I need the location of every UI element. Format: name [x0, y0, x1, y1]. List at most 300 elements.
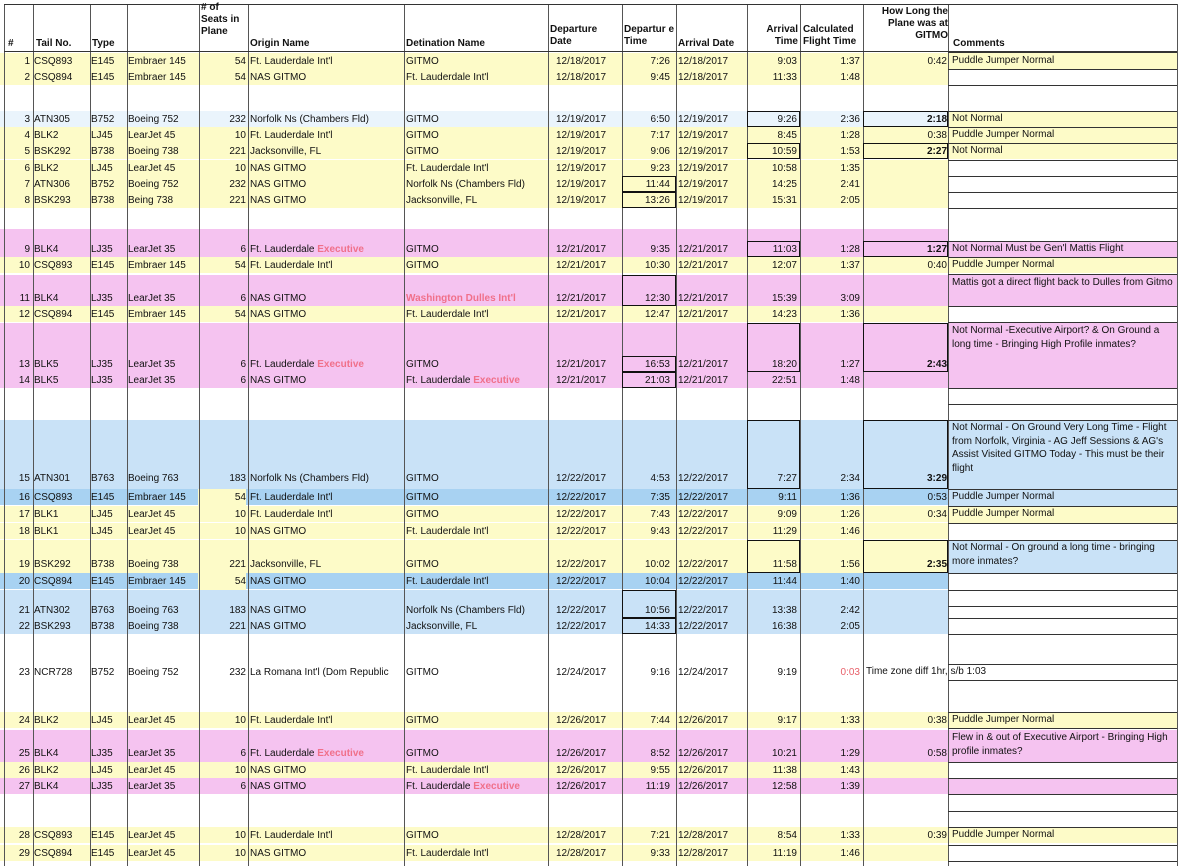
cell-arr-date: 12/26/2017: [678, 781, 729, 792]
cell-dep-time: 16:53: [644, 359, 670, 370]
cell-num: 4: [24, 130, 30, 141]
cell-arr-date: 12/21/2017: [678, 309, 729, 320]
origin-name: NAS GITMO: [250, 293, 307, 304]
cell-tail: BLK2: [34, 163, 59, 174]
cell-tail: BLK5: [34, 375, 59, 386]
origin-name: Ft. Lauderdale Int'l: [250, 260, 333, 271]
cell-origin: [250, 55, 405, 68]
cell-arr-time: 18:20: [771, 359, 797, 370]
cell-flight: 1:43: [840, 765, 860, 776]
header-origin: Origin Name: [250, 38, 310, 49]
cell-dest: [406, 780, 550, 793]
cell-model: Embraer 145: [128, 309, 186, 320]
comment-row-line: [948, 794, 1177, 795]
cell-dep-time: 4:53: [650, 473, 670, 484]
cell-dep-date: 12/26/2017: [556, 715, 607, 726]
cell-seats: 232: [229, 114, 246, 125]
cell-type: E145: [91, 56, 115, 67]
cell-dep-time: 14:33: [644, 621, 670, 632]
comment-text: Mattis got a direct flight back to Dulles from Gitmo: [952, 277, 1173, 288]
cell-dep-time: 10:04: [644, 576, 670, 587]
cell-gitmo: 0:40: [927, 260, 947, 271]
origin-name: Ft. Lauderdale: [250, 244, 318, 255]
cell-dep-time: 21:03: [644, 375, 670, 386]
cell-dep-time: 11:19: [645, 781, 670, 792]
cell-gitmo: 2:27: [926, 146, 947, 157]
comment-text: Time zone diff 1hr, s/b 1:03: [866, 666, 987, 677]
cell-dep-date: 12/22/2017: [556, 526, 607, 537]
cell-origin: [250, 292, 405, 305]
cell-origin: [250, 491, 405, 504]
cell-type: LJ35: [91, 244, 113, 255]
header-flight-time: Calculated Flight Time: [803, 24, 857, 47]
cell-gitmo: 0:34: [927, 509, 947, 520]
header-departure-date: Departure Date: [550, 24, 598, 47]
table-row: [0, 762, 1187, 778]
cell-seats: 6: [240, 359, 246, 370]
cell-dep-time: 9:23: [650, 163, 670, 174]
comment-text: Puddle Jumper Normal: [952, 129, 1055, 140]
cell-seats: 183: [229, 473, 246, 484]
cell-origin: [250, 525, 405, 538]
cell-dep-time: 7:44: [650, 715, 670, 726]
cell-model: LearJet 35: [128, 375, 176, 386]
cell-type: LJ45: [91, 130, 113, 141]
cell-arr-time: 22:51: [771, 375, 797, 386]
cell-dep-date: 12/21/2017: [556, 359, 607, 370]
cell-flight: 1:26: [840, 509, 860, 520]
cell-flight: 1:33: [840, 715, 860, 726]
cell-dep-time: 10:02: [644, 559, 670, 570]
table-row: [0, 845, 1187, 861]
cell-model: LearJet 45: [128, 765, 176, 776]
origin-name: NAS GITMO: [250, 765, 307, 776]
cell-arr-time: 11:38: [772, 765, 797, 776]
header-border: [4, 51, 1177, 52]
dest-name: Ft. Lauderdale: [406, 781, 474, 792]
cell-dep-time: 7:35: [650, 492, 670, 503]
cell-seats: 221: [229, 621, 246, 632]
cell-origin: [250, 113, 405, 126]
origin-name: NAS GITMO: [250, 72, 307, 83]
dest-name: Ft. Lauderdale Int'l: [406, 848, 489, 859]
cell-flight: 0:03: [840, 667, 860, 678]
cell-model: LearJet 45: [128, 130, 176, 141]
cell-num: 26: [18, 765, 30, 776]
cell-flight: 3:09: [840, 293, 860, 304]
comment-row-line: [948, 590, 1177, 591]
cell-dep-date: 12/18/2017: [556, 72, 607, 83]
cell-arr-date: 12/19/2017: [678, 163, 729, 174]
cell-dest: [406, 308, 550, 321]
header-seats: # of Seats in Plane: [201, 2, 240, 37]
comment-row-line: [948, 861, 1177, 862]
cell-dest: [406, 162, 550, 175]
cell-dest: [406, 71, 550, 84]
cell-dest: [406, 491, 550, 504]
cell-dep-time: 7:43: [650, 509, 670, 520]
cell-arr-date: 12/24/2017: [678, 667, 729, 678]
cell-tail: BLK2: [34, 715, 59, 726]
table-row: [0, 176, 1187, 192]
executive-airport-label: Executive: [317, 359, 364, 370]
comment-text: Not Normal: [952, 113, 1003, 124]
origin-name: NAS GITMO: [250, 163, 307, 174]
cell-tail: CSQ894: [34, 72, 73, 83]
cell-dep-date: 12/22/2017: [556, 509, 607, 520]
cell-num: 8: [24, 195, 30, 206]
cell-dest: [406, 747, 550, 760]
cell-seats: 183: [229, 605, 246, 616]
comment-text: Puddle Jumper Normal: [952, 491, 1055, 502]
origin-name: NAS GITMO: [250, 375, 307, 386]
header-arrival-time: Arrival Time: [766, 24, 798, 47]
cell-type: LJ35: [91, 375, 113, 386]
cell-arr-date: 12/18/2017: [678, 72, 729, 83]
header-type: Type: [92, 38, 115, 49]
cell-model: Boeing 738: [128, 621, 179, 632]
cell-arr-date: 12/22/2017: [678, 605, 729, 616]
cell-dep-date: 12/22/2017: [556, 605, 607, 616]
cell-seats: 10: [234, 163, 246, 174]
cell-seats: 54: [234, 492, 246, 503]
cell-origin: [250, 145, 405, 158]
cell-arr-date: 12/26/2017: [678, 748, 729, 759]
cell-dest: [406, 575, 550, 588]
cell-dep-time: 6:50: [650, 114, 670, 125]
cell-dep-time: 9:16: [650, 667, 670, 678]
cell-flight: 1:28: [840, 130, 860, 141]
cell-num: 1: [24, 56, 30, 67]
cell-type: E145: [91, 830, 115, 841]
cell-num: 21: [18, 605, 30, 616]
dest-name: Ft. Lauderdale Int'l: [406, 765, 489, 776]
header-num: #: [8, 38, 14, 49]
cell-seats: 10: [234, 130, 246, 141]
table-row: [0, 306, 1187, 322]
cell-dep-date: 12/22/2017: [556, 492, 607, 503]
top-border: [4, 4, 1177, 5]
cell-num: 15: [18, 473, 30, 484]
cell-num: 24: [18, 715, 30, 726]
cell-model: LearJet 45: [128, 715, 176, 726]
cell-seats: 221: [229, 559, 246, 570]
cell-type: B738: [91, 559, 115, 570]
cell-arr-date: 12/22/2017: [678, 492, 729, 503]
comment-text: Not Normal - On ground a long time - bringing more inmates?: [952, 542, 1155, 567]
cell-dep-time: 8:52: [650, 748, 670, 759]
cell-arr-time: 9:03: [777, 56, 797, 67]
cell-dep-date: 12/21/2017: [556, 260, 607, 271]
cell-flight: 1:36: [840, 309, 860, 320]
cell-num: 12: [18, 309, 30, 320]
cell-gitmo: 3:29: [926, 473, 947, 484]
cell-seats: 6: [240, 748, 246, 759]
cell-dep-time: 9:35: [650, 244, 670, 255]
table-row: [0, 192, 1187, 208]
cell-type: E145: [91, 72, 115, 83]
cell-tail: BSK293: [34, 621, 71, 632]
origin-name: Ft. Lauderdale Int'l: [250, 130, 333, 141]
dest-name: GITMO: [406, 56, 439, 67]
cell-dest: [406, 714, 550, 727]
cell-tail: BLK1: [34, 526, 59, 537]
origin-name: Ft. Lauderdale Int'l: [250, 492, 333, 503]
dest-name: GITMO: [406, 260, 439, 271]
cell-model: Boeing 763: [128, 605, 179, 616]
cell-flight: 1:53: [840, 146, 860, 157]
cell-dest: [406, 620, 550, 633]
origin-name: Norfolk Ns (Chambers Fld): [250, 114, 369, 125]
cell-type: LJ45: [91, 765, 113, 776]
cell-num: 5: [24, 146, 30, 157]
cell-arr-date: 12/21/2017: [678, 260, 729, 271]
cell-seats: 10: [234, 509, 246, 520]
cell-dep-date: 12/21/2017: [556, 375, 607, 386]
cell-origin: [250, 162, 405, 175]
cell-seats: 6: [240, 293, 246, 304]
cell-flight: 1:35: [840, 163, 860, 174]
dest-name: Ft. Lauderdale Int'l: [406, 163, 489, 174]
comment-text: Puddle Jumper Normal: [952, 259, 1055, 270]
table-row: [0, 523, 1187, 539]
cell-arr-time: 13:38: [771, 605, 797, 616]
table-row: [0, 160, 1187, 176]
cell-tail: BLK1: [34, 509, 59, 520]
dest-name: GITMO: [406, 748, 439, 759]
cell-flight: 2:36: [840, 114, 860, 125]
origin-name: NAS GITMO: [250, 781, 307, 792]
comment-row-line: [948, 811, 1177, 812]
table-row: [0, 778, 1187, 794]
cell-num: 18: [18, 526, 30, 537]
cell-arr-date: 12/22/2017: [678, 509, 729, 520]
cell-tail: BSK292: [34, 559, 71, 570]
cell-tail: CSQ894: [34, 848, 73, 859]
cell-type: LJ35: [91, 781, 113, 792]
dest-name: GITMO: [406, 473, 439, 484]
cell-num: 3: [24, 114, 30, 125]
dest-name: GITMO: [406, 667, 439, 678]
comment-row-line: [948, 85, 1177, 86]
cell-arr-time: 8:54: [777, 830, 797, 841]
cell-arr-time: 11:03: [772, 244, 797, 255]
cell-dep-time: 7:26: [650, 56, 670, 67]
cell-arr-date: 12/21/2017: [678, 359, 729, 370]
origin-name: Ft. Lauderdale: [250, 359, 318, 370]
cell-num: 16: [18, 492, 30, 503]
cell-flight: 2:42: [840, 605, 860, 616]
cell-dep-time: 7:21: [650, 830, 670, 841]
cell-arr-time: 7:27: [777, 473, 797, 484]
dest-name: GITMO: [406, 359, 439, 370]
cell-model: LearJet 35: [128, 359, 176, 370]
cell-origin: [250, 558, 405, 571]
origin-name: NAS GITMO: [250, 195, 307, 206]
cell-tail: BLK2: [34, 765, 59, 776]
cell-num: 27: [18, 781, 30, 792]
table-row: [0, 602, 1187, 618]
cell-num: 29: [18, 848, 30, 859]
cell-num: 2: [24, 72, 30, 83]
cell-tail: ATN305: [34, 114, 70, 125]
comment-row-line: [948, 274, 1177, 275]
cell-gitmo: 2:35: [926, 559, 947, 570]
cell-arr-time: 11:29: [772, 526, 797, 537]
cell-tail: BLK5: [34, 359, 59, 370]
cell-type: LJ45: [91, 715, 113, 726]
cell-dep-date: 12/21/2017: [556, 309, 607, 320]
cell-model: LearJet 35: [128, 244, 176, 255]
cell-dest: [406, 194, 550, 207]
executive-airport-label: Washington Dulles Int'l: [406, 293, 516, 304]
header-destination: Detination Name: [406, 38, 485, 49]
cell-dest: [406, 243, 550, 256]
cell-model: LearJet 45: [128, 848, 176, 859]
dest-name: GITMO: [406, 715, 439, 726]
cell-origin: [250, 259, 405, 272]
cell-dest: [406, 764, 550, 777]
cell-gitmo: 1:27: [926, 244, 947, 255]
origin-name: Ft. Lauderdale Int'l: [250, 56, 333, 67]
origin-name: NAS GITMO: [250, 621, 307, 632]
cell-arr-time: 9:19: [777, 667, 797, 678]
cell-flight: 1:40: [840, 576, 860, 587]
cell-dest: [406, 558, 550, 571]
cell-dep-date: 12/26/2017: [556, 781, 607, 792]
cell-arr-date: 12/22/2017: [678, 621, 729, 632]
cell-model: Embraer 145: [128, 576, 186, 587]
cell-arr-time: 12:58: [771, 781, 797, 792]
cell-dep-date: 12/19/2017: [556, 163, 607, 174]
dest-name: GITMO: [406, 114, 439, 125]
cell-dep-date: 12/26/2017: [556, 748, 607, 759]
origin-name: La Romana Int'l (Dom Republic: [250, 667, 389, 678]
cell-num: 22: [18, 621, 30, 632]
cell-origin: [250, 575, 405, 588]
cell-dep-date: 12/28/2017: [556, 848, 607, 859]
comment-text: Puddle Jumper Normal: [952, 714, 1055, 725]
cell-origin: [250, 714, 405, 727]
cell-arr-time: 11:44: [772, 576, 797, 587]
cell-dest: [406, 508, 550, 521]
cell-origin: [250, 829, 405, 842]
cell-num: 14: [18, 375, 30, 386]
cell-flight: 2:05: [840, 195, 860, 206]
cell-gitmo: 2:43: [926, 359, 947, 370]
cell-gitmo: 0:39: [927, 830, 947, 841]
cell-seats: 10: [234, 848, 246, 859]
cell-flight: 1:33: [840, 830, 860, 841]
cell-type: E145: [91, 492, 115, 503]
dest-name: Norfolk Ns (Chambers Fld): [406, 605, 525, 616]
cell-flight: 1:46: [840, 526, 860, 537]
cell-seats: 54: [234, 260, 246, 271]
cell-arr-date: 12/19/2017: [678, 179, 729, 190]
cell-arr-date: 12/21/2017: [678, 244, 729, 255]
cell-seats: 221: [229, 146, 246, 157]
executive-airport-label: Executive: [473, 781, 520, 792]
cell-dest: [406, 55, 550, 68]
cell-seats: 10: [234, 526, 246, 537]
executive-airport-label: Executive: [473, 375, 520, 386]
comment-text: Not Normal: [952, 145, 1003, 156]
cell-tail: BLK4: [34, 244, 59, 255]
origin-name: NAS GITMO: [250, 605, 307, 616]
cell-gitmo: 0:58: [927, 748, 947, 759]
cell-dep-date: 12/19/2017: [556, 114, 607, 125]
cell-tail: CSQ893: [34, 492, 73, 503]
executive-airport-label: Executive: [317, 748, 364, 759]
cell-flight: 1:48: [840, 72, 860, 83]
cell-type: B738: [91, 146, 115, 157]
cell-type: LJ35: [91, 359, 113, 370]
cell-dest: [406, 113, 550, 126]
cell-gitmo: 0:53: [927, 492, 947, 503]
cell-arr-date: 12/19/2017: [678, 130, 729, 141]
origin-name: NAS GITMO: [250, 309, 307, 320]
cell-origin: [250, 620, 405, 633]
header-arrival-date: Arrival Date: [678, 38, 735, 49]
cell-dep-time: 9:43: [650, 526, 670, 537]
cell-model: Boeing 752: [128, 114, 179, 125]
cell-dep-date: 12/19/2017: [556, 179, 607, 190]
cell-arr-time: 8:45: [777, 130, 797, 141]
cell-arr-time: 14:25: [771, 179, 797, 190]
cell-flight: 2:05: [840, 621, 860, 632]
header-departure-time: Departur e Time: [624, 24, 675, 47]
cell-arr-time: 12:07: [771, 260, 797, 271]
cell-seats: 221: [229, 195, 246, 206]
cell-origin: [250, 847, 405, 860]
cell-num: 13: [18, 359, 30, 370]
cell-num: 23: [18, 667, 30, 678]
executive-airport-label: Executive: [317, 244, 364, 255]
cell-type: LJ45: [91, 163, 113, 174]
dest-name: GITMO: [406, 830, 439, 841]
cell-dep-date: 12/22/2017: [556, 473, 607, 484]
cell-flight: 1:28: [840, 244, 860, 255]
dest-name: Ft. Lauderdale: [406, 375, 474, 386]
cell-arr-time: 15:31: [771, 195, 797, 206]
cell-dest: [406, 829, 550, 842]
cell-seats: 232: [229, 667, 246, 678]
cell-model: Embraer 145: [128, 72, 186, 83]
origin-name: Ft. Lauderdale Int'l: [250, 509, 333, 520]
cell-origin: [250, 194, 405, 207]
cell-arr-time: 9:17: [777, 715, 797, 726]
comment-row-line: [948, 208, 1177, 209]
dest-name: Jacksonville, FL: [406, 195, 478, 206]
cell-arr-date: 12/19/2017: [678, 195, 729, 206]
origin-name: NAS GITMO: [250, 576, 307, 587]
cell-dep-date: 12/21/2017: [556, 293, 607, 304]
cell-num: 28: [18, 830, 30, 841]
cell-num: 20: [18, 576, 30, 587]
cell-dep-time: 9:55: [650, 765, 670, 776]
cell-dep-date: 12/26/2017: [556, 765, 607, 776]
cell-arr-date: 12/19/2017: [678, 114, 729, 125]
cell-type: LJ35: [91, 293, 113, 304]
cell-model: Embraer 145: [128, 260, 186, 271]
dest-name: GITMO: [406, 559, 439, 570]
cell-origin: [250, 374, 405, 387]
cell-dep-date: 12/21/2017: [556, 244, 607, 255]
dest-name: Ft. Lauderdale Int'l: [406, 309, 489, 320]
cell-arr-time: 10:59: [771, 146, 797, 157]
dest-name: Norfolk Ns (Chambers Fld): [406, 179, 525, 190]
cell-model: Boeing 752: [128, 179, 179, 190]
